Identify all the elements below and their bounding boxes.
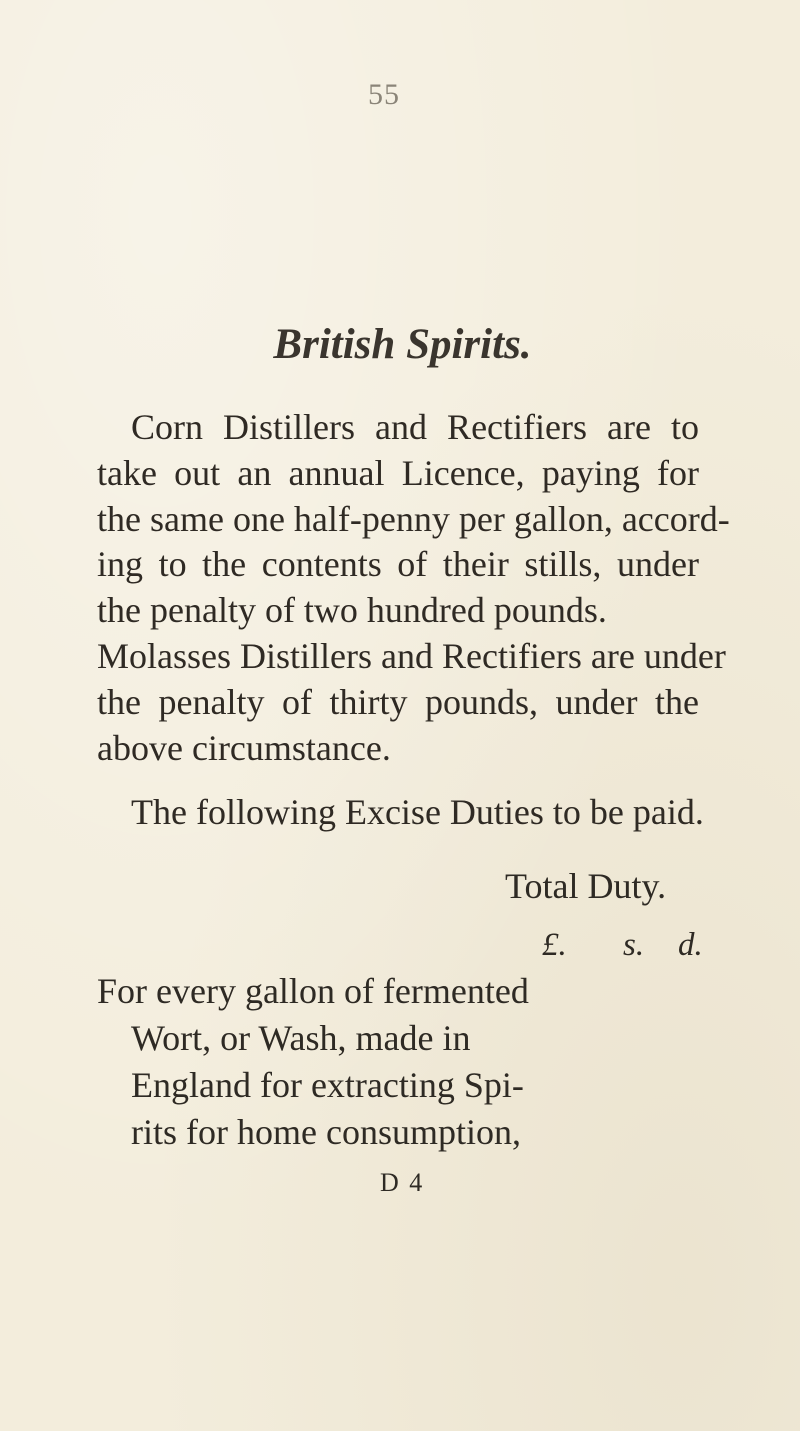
excise-intro: The following Excise Duties to be paid. <box>131 792 704 832</box>
section-title: British Spirits. <box>273 321 532 368</box>
currency-shillings: s. <box>623 927 645 963</box>
total-duty-heading: Total Duty. <box>505 866 667 906</box>
paragraph-line: the penalty of two hundred pounds. <box>97 590 607 631</box>
item-line: For every gallon of fermented <box>97 971 529 1011</box>
item-line: England for extracting Spi- <box>131 1065 524 1105</box>
paragraph-line: the same one half-penny per gallon, accord- <box>97 498 730 539</box>
signature-mark: D 4 <box>380 1168 425 1197</box>
item-line: Wort, or Wash, made in <box>131 1018 471 1058</box>
paragraph-line: ing to the contents of their stills, under <box>97 544 699 585</box>
item-line: rits for home consumption, <box>131 1112 521 1152</box>
paragraph-line: take out an annual Licence, paying for <box>97 452 699 493</box>
paragraph-line: the penalty of thirty pounds, under the <box>97 681 699 722</box>
licence-paragraph <box>97 405 730 771</box>
paragraph-line: Molasses Distillers and Rectifiers are under <box>97 635 726 676</box>
page-number: 55 <box>368 78 400 111</box>
currency-pounds: £. <box>542 927 567 963</box>
currency-pence: d. <box>678 927 703 963</box>
paragraph-line: Corn Distillers and Rectifiers are to <box>131 407 699 447</box>
paragraph-line: above circumstance. <box>97 727 391 768</box>
duty-item <box>97 968 637 1156</box>
